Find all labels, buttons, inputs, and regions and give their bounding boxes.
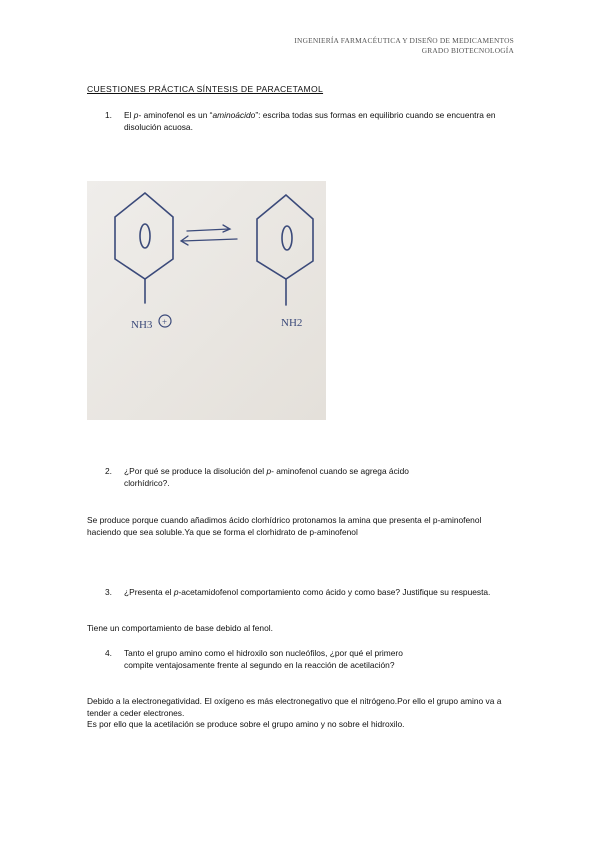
question-number: 4. bbox=[105, 648, 112, 658]
svg-text:NH2: NH2 bbox=[281, 317, 303, 329]
question-number: 2. bbox=[105, 466, 112, 476]
question-number: 3. bbox=[105, 587, 112, 597]
question-text: ¿Por qué se produce la disolución del p- aminofenol cuando se agrega ácido clorhídrico?. bbox=[124, 466, 409, 488]
question-text: ¿Presenta el p-acetamidofenol comportamiento como ácido y como base? Justifique su respuesta. bbox=[124, 587, 491, 597]
question-text: Tanto el grupo amino como el hidroxilo son nucleófilos, ¿por qué el primero compite ventajosamente frente al segundo en la reacción de acetilación? bbox=[124, 648, 403, 670]
right-amine-label bbox=[281, 317, 302, 329]
document-header bbox=[294, 36, 514, 56]
header-degree: GRADO BIOTECNOLOGÍA bbox=[421, 46, 514, 55]
header-course: INGENIERÍA FARMACÉUTICA Y DISEÑO DE MEDICAMENTOS bbox=[294, 36, 514, 45]
answer-2: Se produce porque cuando añadimos ácido clorhídrico protonamos la amina que presenta el p-aminofenol haciendo que sea soluble.Ya que se forma el clorhidrato de p-aminofenol bbox=[87, 515, 482, 537]
page-title: CUESTIONES PRÁCTICA SÍNTESIS DE PARACETAMOL bbox=[87, 84, 324, 94]
question-text: El p- aminofenol es un “aminoácido”: escriba todas sus formas en equilibrio cuando se encuentra en disolución acuosa. bbox=[124, 110, 496, 132]
question-number: 1. bbox=[105, 110, 112, 120]
equilibrium-drawing bbox=[87, 181, 326, 420]
svg-text:+: + bbox=[162, 317, 168, 327]
answer-4-line-2: Es por ello que la acetilación se produce sobre el grupo amino y no sobre el hidroxilo. bbox=[87, 719, 405, 729]
handwritten-equilibrium-photo bbox=[87, 181, 326, 420]
answer-4-line-1: Debido a la electronegatividad. El oxígeno es más electronegativo que el nitrógeno.Por ello el grupo amino va a tender a ceder electrones. bbox=[87, 696, 502, 718]
svg-text:NH3: NH3 bbox=[131, 319, 153, 331]
answer-3: Tiene un comportamiento de base debido al fenol. bbox=[87, 623, 273, 633]
answer-4 bbox=[87, 696, 512, 731]
